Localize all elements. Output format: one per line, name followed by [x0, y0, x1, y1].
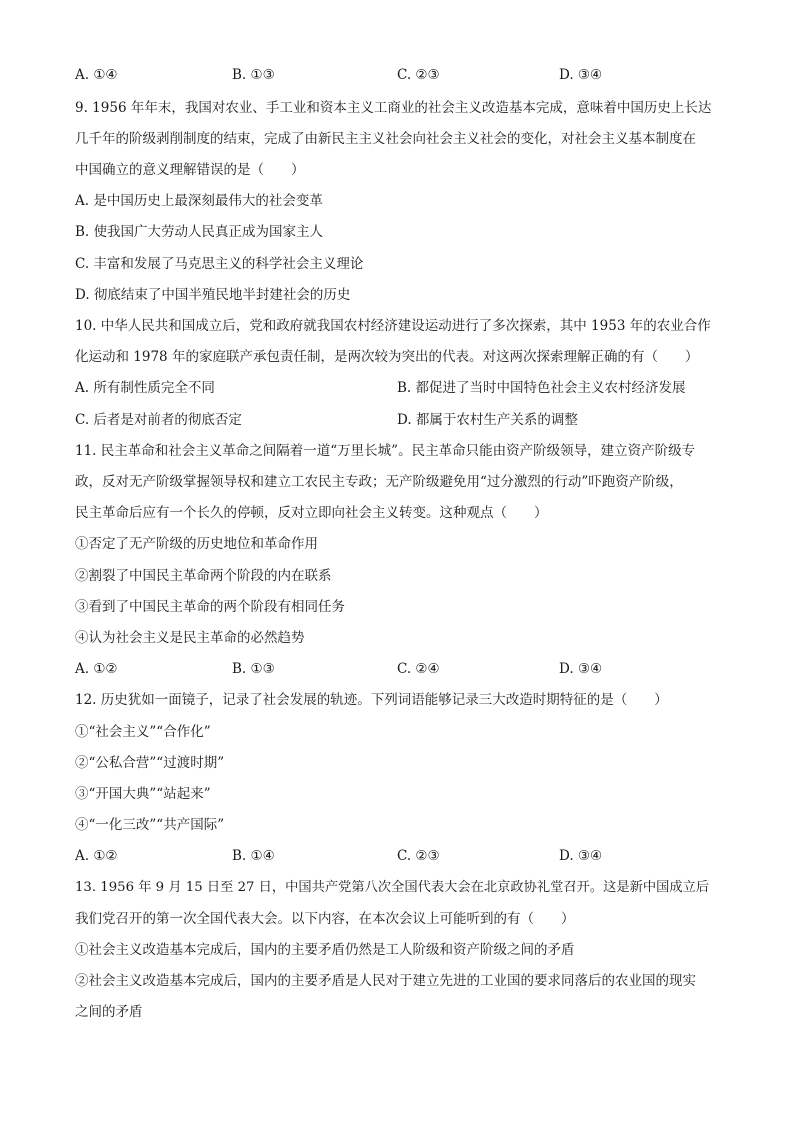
q13-stem-line-2: 我们党召开的第一次全国代表大会。以下内容，在本次会议上可能听到的有（ ）	[75, 911, 575, 927]
q10-options-row-1	[75, 379, 720, 397]
q11-item-2: ②割裂了中国民主革命两个阶段的内在联系	[75, 568, 332, 584]
q11-stem-line-2: 政，反对无产阶级掌握领导权和建立工农民主专政；无产阶级避免用“过分激烈的行动”吓跑资产阶级，	[75, 474, 683, 490]
q12-item-3: ③“开国大典”“站起来”	[75, 786, 211, 802]
q12-item-2: ②“公私合营”“过渡时期”	[75, 755, 225, 771]
q10-option-a: A. 所有制性质完全不同	[75, 380, 215, 396]
q11-item-4: ④认为社会主义是民主革命的必然趋势	[75, 630, 305, 646]
q11-item-1: ①否定了无产阶级的历史地位和革命作用	[75, 536, 318, 552]
q12-option-c: C. ②③	[397, 848, 440, 864]
q8-option-d: D. ③④	[559, 67, 603, 83]
q12-item-4: ④“一化三改”“共产国际”	[75, 817, 225, 833]
q11-item-3: ③看到了中国民主革命的两个阶段有相同任务	[75, 599, 345, 615]
q11-stem-line-3: 民主革命后应有一个长久的停顿，反对立即向社会主义转变。这种观点（ ）	[75, 505, 548, 521]
q12-option-d: D. ③④	[559, 848, 603, 864]
q11-option-b: B. ①③	[232, 661, 275, 677]
q11-option-c: C. ②④	[397, 661, 440, 677]
q9-option-a: A. 是中国历史上最深刻最伟大的社会变革	[75, 193, 323, 209]
q10-stem-line-1: 10. 中华人民共和国成立后，党和政府就我国农村经济建设运动进行了多次探索，其中 1953 年的农业合作	[75, 318, 711, 334]
q11-option-a: A. ①②	[75, 661, 118, 677]
q11-option-d: D. ③④	[559, 661, 603, 677]
q8-option-b: B. ①③	[232, 67, 275, 83]
q8-option-a: A. ①④	[75, 67, 118, 83]
q10-option-b: B. 都促进了当时中国特色社会主义农村经济发展	[397, 380, 686, 396]
q9-option-d: D. 彻底结束了中国半殖民地半封建社会的历史	[75, 287, 351, 303]
q12-options	[75, 847, 720, 865]
q9-stem-line-3: 中国确立的意义理解错误的是（ ）	[75, 162, 305, 178]
q10-stem-line-2: 化运动和 1978 年的家庭联产承包责任制，是两次较为突出的代表。对这两次探索理解正确的有（ ）	[75, 349, 699, 365]
q8-options	[75, 66, 720, 84]
q9-stem-line-2: 几千年的阶级剥削制度的结束，完成了由新民主主义社会向社会主义社会的变化，对社会主义基本制度在	[75, 131, 696, 147]
q9-stem-line-1: 9. 1956 年年末，我国对农业、手工业和资本主义工商业的社会主义改造基本完成，意味着中国历史上长达	[75, 100, 712, 116]
q11-options	[75, 660, 720, 678]
q12-stem-line-1: 12. 历史犹如一面镜子，记录了社会发展的轨迹。下列词语能够记录三大改造时期特征的是（ ）	[75, 692, 668, 708]
q9-option-c: C. 丰富和发展了马克思主义的科学社会主义理论	[75, 256, 364, 272]
q10-option-c: C. 后者是对前者的彻底否定	[75, 412, 242, 428]
q13-item-1: ①社会主义改造基本完成后，国内的主要矛盾仍然是工人阶级和资产阶级之间的矛盾	[75, 942, 575, 958]
q8-option-c: C. ②③	[397, 67, 440, 83]
q9-option-b: B. 使我国广大劳动人民真正成为国家主人	[75, 224, 324, 240]
q10-options-row-2	[75, 411, 720, 429]
q13-item-2-line-2: 之间的矛盾	[75, 1004, 143, 1020]
q13-item-2-line-1: ②社会主义改造基本完成后，国内的主要矛盾是人民对于建立先进的工业国的要求同落后的农业国的现实	[75, 973, 696, 989]
q12-option-a: A. ①②	[75, 848, 118, 864]
q11-stem-line-1: 11. 民主革命和社会主义革命之间隔着一道“万里长城”。民主革命只能由资产阶级领导，建立资产阶级专	[75, 443, 696, 459]
q12-item-1: ①“社会主义”“合作化”	[75, 724, 211, 740]
q10-option-d: D. 都属于农村生产关系的调整	[397, 412, 578, 428]
q12-option-b: B. ①④	[232, 848, 275, 864]
q13-stem-line-1: 13. 1956 年 9 月 15 日至 27 日，中国共产党第八次全国代表大会在北京政协礼堂召开。这是新中国成立后	[75, 880, 710, 895]
